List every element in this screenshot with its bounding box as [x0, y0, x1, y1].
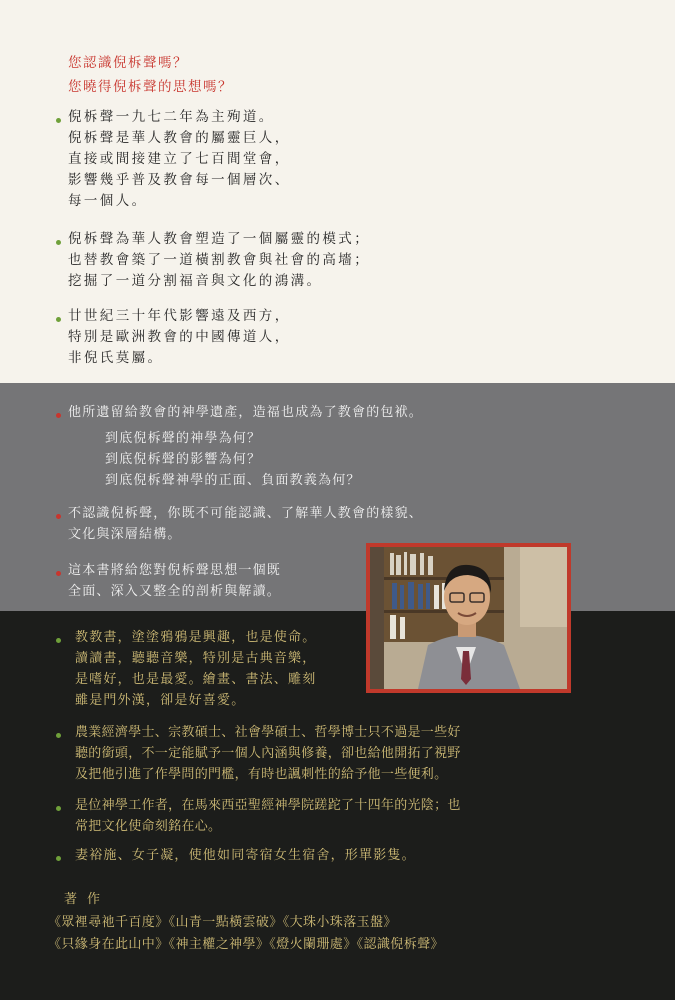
text-line: 倪柝聲為華人教會塑造了一個屬靈的模式；	[68, 231, 371, 247]
text-line: 是嗜好，也是最愛。繪畫、書法、雕刻	[75, 672, 317, 687]
question-line: 到底倪柝聲的神學為何？	[105, 431, 262, 446]
text-line: 妻裕施、女子凝，使他如同寄宿女生宿舍，形單影隻。	[75, 848, 416, 863]
top-bullet-1	[68, 107, 291, 212]
author-bullet-3	[75, 795, 461, 837]
works-line-2: 《只緣身在此山中》《神主權之神學》《燈火闌珊處》《認識倪柝聲》	[48, 937, 444, 952]
text-line: 聽的銜頭，不一定能賦予一個人內涵與修養，卻也給他開拓了視野	[75, 746, 461, 761]
works-line-1: 《眾裡尋祂千百度》《山青一點橫雲破》《大珠小珠落玉盤》	[48, 915, 397, 930]
text-line: 雖是門外漢，卻是好喜愛。	[75, 693, 246, 708]
bullet-dot	[56, 118, 61, 123]
works-heading: 著作	[64, 892, 111, 907]
text-line: 全面、深入又整全的剖析與解讀。	[68, 584, 282, 599]
bullet-dot	[56, 571, 61, 576]
text-line: 是位神學工作者，在馬來西亞聖經神學院蹉跎了十四年的光陰；也	[75, 798, 461, 813]
author-bullet-2	[75, 722, 461, 785]
bullet-dot	[56, 806, 61, 811]
bullet-dot	[56, 240, 61, 245]
bullet-dot	[56, 413, 61, 418]
mid-questions	[105, 428, 361, 491]
text-line: 非倪氏莫屬。	[68, 350, 164, 366]
intro-questions	[68, 51, 233, 99]
text-line: 每一個人。	[68, 193, 148, 209]
text-line: 直接或間接建立了七百間堂會，	[68, 151, 291, 167]
author-portrait-image	[370, 547, 567, 689]
author-bullet-4	[75, 845, 416, 866]
text-line: 文化與深層結構。	[68, 527, 182, 542]
text-line: 不認識倪柝聲，你既不可能認識、了解華人教會的樣貌、	[68, 506, 424, 521]
intro-question-1: 您認識倪柝聲嗎？	[68, 55, 188, 71]
mid-bullet-2	[68, 503, 423, 545]
works-list	[48, 912, 444, 956]
text-line: 農業經濟學士、宗教碩士、社會學碩士、哲學博士只不過是一些好	[75, 725, 461, 740]
bullet-dot	[56, 856, 61, 861]
bullet-dot	[56, 638, 61, 643]
text-line: 倪柝聲一九七二年為主殉道。	[68, 109, 275, 125]
text-line: 倪柝聲是華人教會的屬靈巨人，	[68, 130, 291, 146]
text-line: 也替教會築了一道橫割教會與社會的高墻；	[68, 252, 371, 268]
author-bullet-1	[75, 627, 316, 711]
question-line: 到底倪柝聲的影響為何？	[105, 452, 262, 467]
top-bullet-3	[68, 306, 291, 369]
text-line: 特別是歐洲教會的中國傳道人，	[68, 329, 291, 345]
author-photo	[366, 543, 571, 693]
mid-bullet-1	[68, 402, 423, 423]
text-line: 這本書將給您對倪柝聲思想一個既	[68, 563, 282, 578]
text-line: 及把他引進了作學問的門檻，有時也諷刺性的給予他一些便利。	[75, 767, 448, 782]
bullet-dot	[56, 317, 61, 322]
text-line: 廿世紀三十年代影響遠及西方，	[68, 308, 291, 324]
text-line: 常把文化使命刻銘在心。	[75, 819, 222, 834]
text-line: 教教書，塗塗鴉鴉是興趣，也是使命。	[75, 630, 317, 645]
question-line: 到底倪柝聲神學的正面、負面教義為何？	[105, 473, 361, 488]
bullet-dot	[56, 514, 61, 519]
top-bullet-2	[68, 229, 370, 292]
text-line: 讀讀書，聽聽音樂，特別是古典音樂，	[75, 651, 317, 666]
mid-bullet-3	[68, 560, 281, 602]
bullet-dot	[56, 733, 61, 738]
intro-question-2: 您曉得倪柝聲的思想嗎？	[68, 79, 233, 95]
text-line: 挖掘了一道分割福音與文化的鴻溝。	[68, 273, 323, 289]
text-line: 他所遺留給教會的神學遺產，造福也成為了教會的包袱。	[68, 405, 424, 420]
text-line: 影響幾乎普及教會每一個層次、	[68, 172, 291, 188]
